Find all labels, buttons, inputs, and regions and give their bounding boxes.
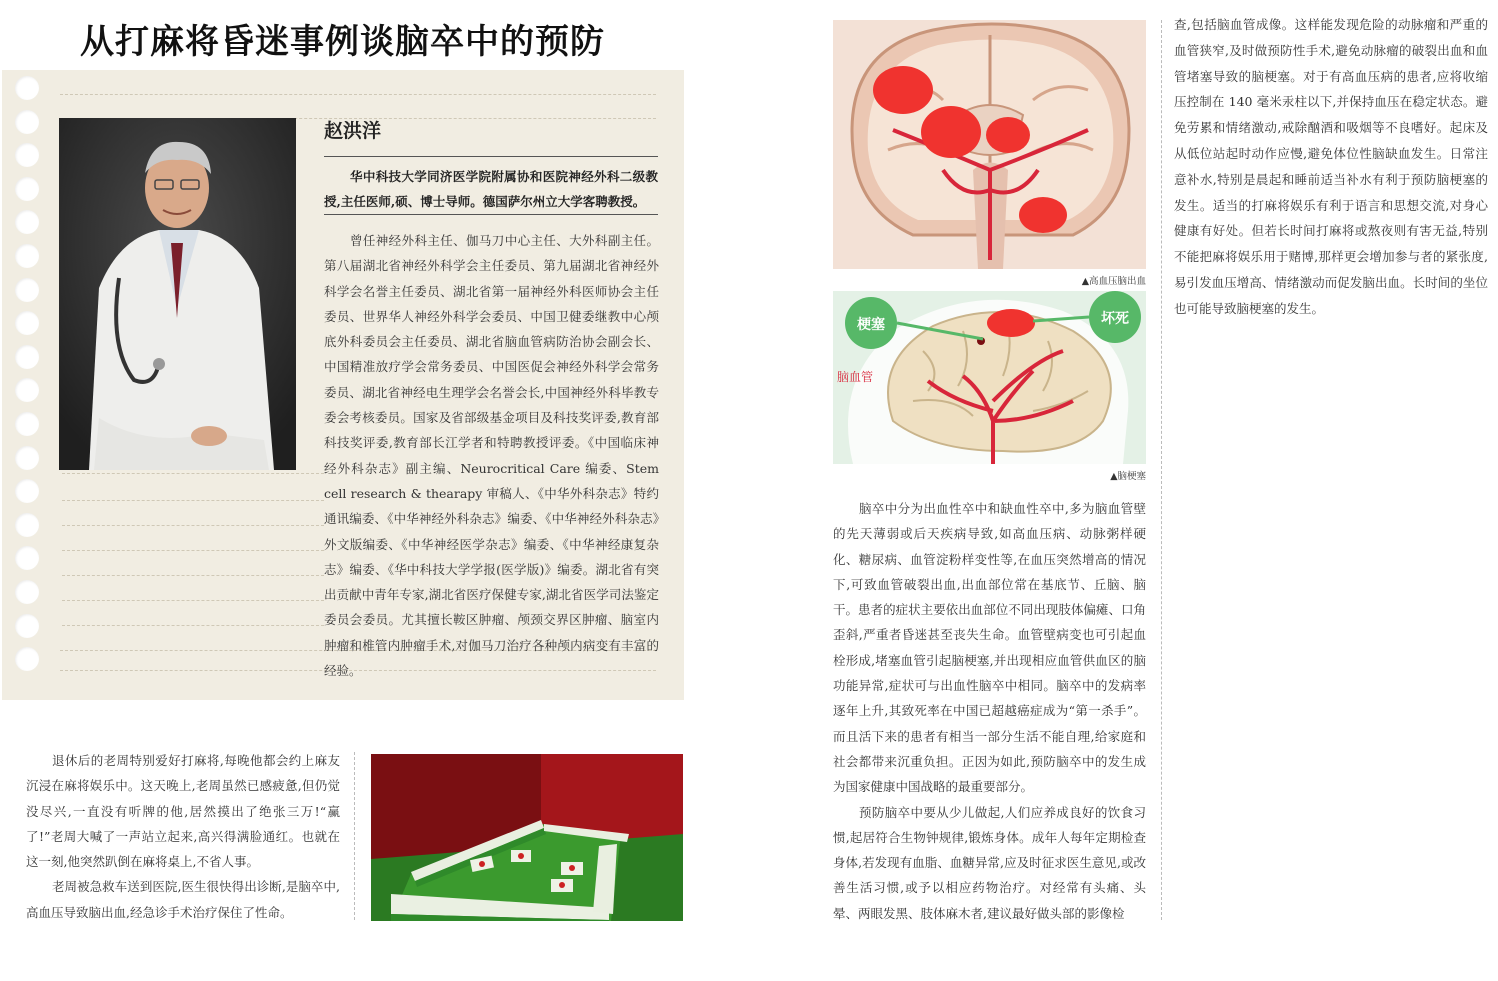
figure-caption: ▲脑梗塞 — [1110, 471, 1146, 482]
label-vessel: 脑血管 — [837, 370, 874, 384]
body-paragraph: 脑卒中分为出血性卒中和缺血性卒中,多为脑血管壁的先天薄弱或后天疾病导致,如高血压病、动脉粥样硬化、糖尿病、血管淀粉样变性等,在血压突然增高的情况下,可致血管破裂出血,出血部位常在基底节、丘脑、脑干。患者的症状主要依出血部位不同出现肢体偏瘫、口角歪斜,严重者昏迷甚至丧失生命。血管壁病变也可引起血栓形成,堵塞血管引起脑梗塞,并出现相应血管供血区的脑功能异常,症状可与出血性脑卒中相同。脑卒中的发病率逐年上升,其致死率在中国已超越癌症成为“第一杀手”。而且活下来的患者有相当一部分生活不能自理,给家庭和社会都带来沉重负担。正因为如此,预防脑卒中的发生成为国家健康中国战略的最重要部分。 — [833, 501, 1146, 795]
body-column-right: 查,包括脑血管成像。这样能发现危险的动脉瘤和严重的血管狭窄,及时做预防性手术,避免动脉瘤的破裂出血和血管堵塞导致的脑梗塞。对于有高血压病的患者,应将收缩压控制在 140 毫米汞柱以下,并保持血压在稳定状态。避免劳累和情绪激动,戒除酗酒和吸烟等不良嗜好。起床及从低位站起时动作应慢,避免体位性脑缺血发生。日常注意补水,特别是晨起和睡前适当补水有利于预防脑梗塞的发生。适当的打麻将娱乐有利于语言和思想交流,对身心健康有好处。但若长时间打麻将或熬夜则有害无益,特别不能把麻将娱乐用于赌博,那样更会增加参与者的紧张度,易引发血压增高、情绪激动而促发脑出血。长时间的坐位也可能导致脑梗塞的发生。 — [1174, 17, 1488, 316]
body-column-middle — [833, 496, 1146, 926]
brain-hemorrhage-illustration — [833, 20, 1146, 269]
story-column — [26, 748, 340, 925]
mahjong-photo — [371, 754, 683, 921]
label-necrosis: 坏死 — [1101, 311, 1129, 327]
story-paragraph: 退休后的老周特别爱好打麻将,每晚他都会约上麻友沉浸在麻将娱乐中。这天晚上,老周虽然已感疲惫,但仍觉没尽兴,一直没有听牌的他,居然摸出了绝张三万!“赢了!”老周大喊了一声站立起来,高兴得满脸通红。也就在这一刻,他突然趴倒在麻将桌上,不省人事。 — [26, 753, 340, 870]
author-name: 赵洪洋 — [324, 120, 382, 142]
label-infarct: 梗塞 — [857, 317, 885, 333]
page-title: 从打麻将昏迷事例谈脑卒中的预防 — [80, 22, 605, 62]
author-affiliation: 华中科技大学同济医学院附属协和医院神经外科二级教授,主任医师,硕、博士导师。德国萨尔州立大学客聘教授。 — [324, 169, 658, 209]
brain-infarction-illustration — [833, 291, 1146, 464]
figure-caption: ▲高血压脑出血 — [1081, 276, 1146, 287]
column-divider — [354, 752, 355, 920]
author-bio-box — [2, 70, 684, 700]
author-portrait — [59, 118, 296, 470]
author-credentials: 曾任神经外科主任、伽马刀中心主任、大外科副主任。第八届湖北省神经外科学会主任委员、第九届湖北省神经外科学会名誉主任委员、湖北省第一届神经外科医师协会主任委员、世界华人神经外科学会委员、中国卫健委继教中心颅底外科委员会主任委员、湖北省脑血管病防治协会副会长、中国精准放疗学会常务委员、中国医促会神经外科学会常务委员、湖北省神经电生理学会名誉会长,中国神经外科毕教专委会考核委员。国家及省部级基金项目及科技奖评委,教育部科技奖评委,教育部长江学者和特聘教授评委。《中国临床神经外科杂志》副主编、Neurocritical Care 编委、Stem cell research & thearapy 审稿人、《中华外科杂志》特约通讯编委、《中华神经外科杂志》编委、《中华神经外科杂志》外文版编委、《中华神经医学杂志》编委、《中华神经康复杂志》编委、《华中科技大学学报(医学版)》编委。湖北省有突出贡献中青年专家,湖北省医疗保健专家,湖北省医学司法鉴定委员会委员。尤其擅长鞍区肿瘤、颅颈交界区肿瘤、脑室内肿瘤和椎管内肿瘤手术,对伽马刀治疗各种颅内病变有丰富的经验。 — [324, 233, 659, 679]
column-divider — [1161, 20, 1162, 920]
story-paragraph: 老周被急救车送到医院,医生很快得出诊断,是脑卒中,高血压导致脑出血,经急诊手术治疗保住了性命。 — [26, 879, 340, 920]
body-paragraph: 预防脑卒中要从少儿做起,人们应养成良好的饮食习惯,起居符合生物钟规律,锻炼身体。成年人每年定期检查身体,若发现有血脂、血糖异常,应及时征求医生意见,或改善生活习惯,或予以相应药物治疗。对经常有头痛、头晕、两眼发黑、肢体麻木者,建议最好做头部的影像检 — [833, 804, 1146, 921]
